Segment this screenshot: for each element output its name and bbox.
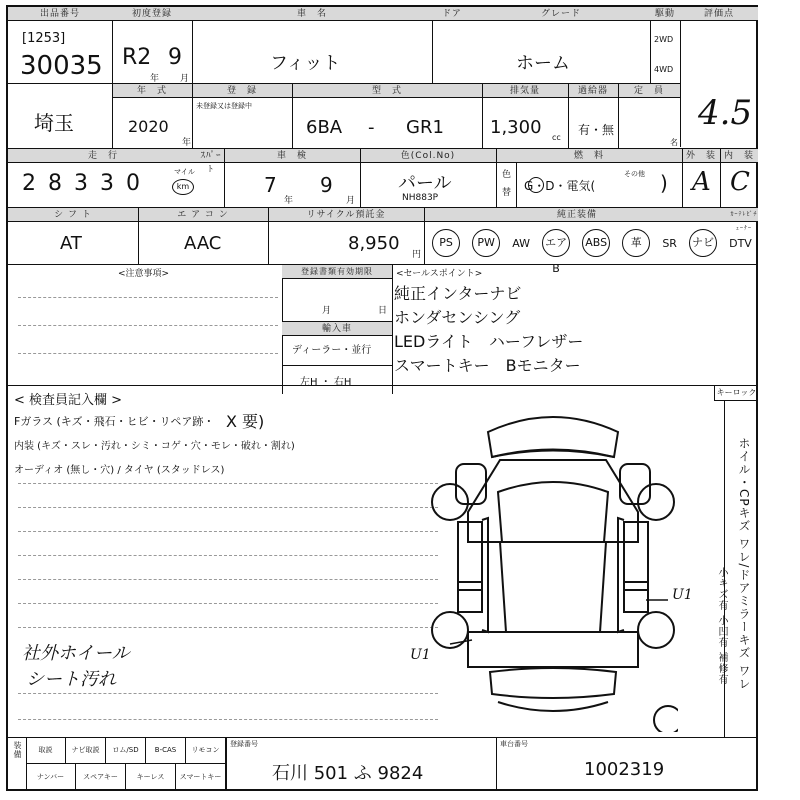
region: 埼玉	[34, 111, 74, 135]
color: パール	[398, 173, 452, 194]
car-name-label: 車 名	[192, 7, 432, 21]
model-year: 2020	[128, 117, 169, 136]
car-damage-diagram	[428, 402, 678, 732]
displacement-label: 排気量	[482, 84, 568, 98]
exterior-grade: A	[692, 167, 711, 197]
equipment-item: キーレス	[126, 764, 176, 791]
ac-label: エ ア コ ン	[138, 208, 268, 222]
drive-label: 駆動	[650, 7, 680, 21]
first-reg-month-unit: 月	[180, 74, 190, 84]
lot-subnumber: [1253]	[22, 31, 66, 46]
recycle-unit: 円	[412, 250, 422, 260]
shift-label: シ フ ト	[8, 208, 138, 222]
auction-sheet	[6, 5, 758, 791]
color-label: 色(Col.No)	[360, 149, 496, 163]
option-7: ナビ	[689, 229, 717, 257]
reg-note: 未登録又は登録中	[196, 102, 252, 110]
model-prefix: 6BA	[306, 117, 343, 138]
interior-grade: C	[730, 167, 750, 197]
model-dash: -	[368, 117, 375, 138]
sales-point-3: LEDライト ハーフレザー	[394, 332, 584, 351]
inspection-year-unit: 年	[284, 196, 294, 206]
damage-mark-1: U1	[672, 587, 693, 603]
recycle-label: リサイクル預託金	[268, 208, 424, 222]
sales-point-2: ホンダセンシング	[394, 308, 521, 327]
displacement-unit: cc	[552, 133, 561, 142]
displacement: 1,300	[490, 117, 542, 138]
grade: ホーム	[516, 53, 570, 74]
mileage-label: 走 行	[8, 149, 198, 163]
year-label: 年 式	[112, 84, 192, 98]
first-reg-era: R2	[122, 45, 152, 70]
doc-validity-label: 登録書類有効期限	[282, 265, 392, 279]
options-label: 純正装備	[424, 208, 730, 222]
color-code: NH883P	[402, 193, 439, 203]
option-3: エアB	[542, 229, 570, 257]
license-plate: 石川 501 ふ 9824	[272, 763, 424, 784]
notes-label: <注意事項>	[118, 269, 170, 279]
option-4: ABS	[582, 229, 610, 257]
lot-number: 30035	[20, 51, 103, 81]
interior-label: 内 装	[720, 149, 758, 163]
mileage: 28330	[22, 171, 152, 196]
first-reg-month: 9	[168, 45, 182, 70]
option-1: PW	[472, 229, 500, 257]
fuel-circle-mark	[528, 177, 544, 193]
equipment-item: スペアキー	[76, 764, 126, 791]
equipment-grid	[26, 737, 226, 791]
equipment-item: ナビ取説	[66, 737, 106, 764]
tv-label: ｶｰﾃﾚﾋﾞﾁｭｰﾅｰ	[730, 208, 758, 222]
car-name: フィット	[270, 53, 341, 74]
option-0: PS	[432, 229, 460, 257]
equipment-item: ナンバー	[26, 764, 76, 791]
damage-mark-2: U1	[410, 647, 431, 663]
sales-point-4: スマートキー Bモニター	[394, 356, 581, 375]
chassis-label: 車台番号	[500, 740, 528, 748]
fuel-label: 燃 料	[496, 149, 682, 163]
air-conditioner: AAC	[184, 233, 222, 254]
turbo: 有・無	[578, 123, 615, 137]
equipment-label: 装備	[13, 741, 22, 759]
lot-label: 出品番号	[8, 7, 112, 21]
meter-label: ｽﾊﾟｰﾄ	[198, 149, 224, 163]
shift: AT	[60, 233, 82, 254]
doc-month-unit: 月	[322, 306, 332, 316]
reg-label: 登 録	[192, 84, 292, 98]
side-note-2: 小キズ有 小凹有 補修有	[716, 567, 727, 686]
door-label: ドア	[432, 7, 472, 21]
handwritten-note-1: 社外ホイール	[22, 643, 130, 664]
inspector-line-1: Fガラス (キズ・飛石・ヒビ・リペア跡・	[14, 415, 215, 428]
color-change-bottom: 替	[502, 188, 512, 198]
model-code: GR1	[406, 117, 444, 138]
chassis-number: 1002319	[584, 759, 665, 780]
score-value: 4.5	[698, 93, 753, 133]
sales-points-label: <セールスポイント>	[396, 269, 483, 279]
option-2: AW	[512, 236, 530, 250]
inspection-month: 9	[320, 173, 333, 197]
mileage-unit-km: km	[172, 179, 194, 195]
keylock-label: キーロック	[714, 385, 758, 401]
inspector-line-3: オーディオ (無し・穴) / タイヤ (スタッドレス)	[14, 465, 225, 476]
fuel-other: その他	[624, 170, 645, 178]
recycle-fee: 8,950	[348, 233, 400, 254]
first-reg-label: 初度登録	[112, 7, 192, 21]
inspector-label: < 検査員記入欄 >	[14, 393, 123, 408]
first-reg-year-unit: 年	[150, 74, 160, 84]
exterior-label: 外 装	[682, 149, 720, 163]
import-type: ディーラー・並行	[292, 345, 372, 356]
inspector-line-2: 内装 (キズ・スレ・汚れ・シミ・コゲ・穴・モレ・破れ・割れ)	[14, 441, 295, 452]
option-8: DTV	[729, 236, 752, 250]
color-change-top: 色	[502, 170, 512, 180]
equipment-item: スマートキー	[176, 764, 226, 791]
steering-side: 左H ・ 右H	[300, 377, 352, 388]
fuel-close: )	[660, 171, 668, 195]
option-6: SR	[662, 236, 677, 250]
handwritten-note-2: シート汚れ	[26, 669, 116, 690]
drive-4wd: 4WD	[654, 65, 674, 74]
inspection-label: 車 検	[224, 149, 360, 163]
inspection-year: 7	[264, 173, 277, 197]
inspector-line-1-mark: X 要)	[226, 412, 265, 431]
equipment-item: B-CAS	[146, 737, 186, 764]
turbo-label: 過給器	[568, 84, 618, 98]
side-note: ホイル・CPキズ ワレ/ドアミラーキズ ワレ	[737, 437, 751, 691]
model-year-unit: 年	[182, 138, 192, 148]
score-label: 評価点	[680, 7, 758, 21]
equipment-item: 取説	[26, 737, 66, 764]
capacity-label: 定 員	[618, 84, 680, 98]
mileage-unit-mile: マイル	[174, 168, 195, 176]
model-label: 型 式	[292, 84, 482, 98]
option-5: 革	[622, 229, 650, 257]
inspection-month-unit: 月	[346, 196, 356, 206]
options-row	[426, 225, 758, 275]
capacity-unit: 名	[670, 138, 678, 147]
doc-day-unit: 日	[378, 306, 388, 316]
drive-2wd: 2WD	[654, 35, 674, 44]
equipment-item: リモコン	[186, 737, 226, 764]
fuel: G・D・電気(	[524, 179, 596, 193]
plate-label: 登録番号	[230, 740, 258, 748]
grade-label: グレード	[472, 7, 650, 21]
equipment-item: ロム/SD	[106, 737, 146, 764]
import-label: 輸入車	[282, 322, 392, 336]
sales-point-1: 純正インターナビ	[394, 284, 522, 303]
